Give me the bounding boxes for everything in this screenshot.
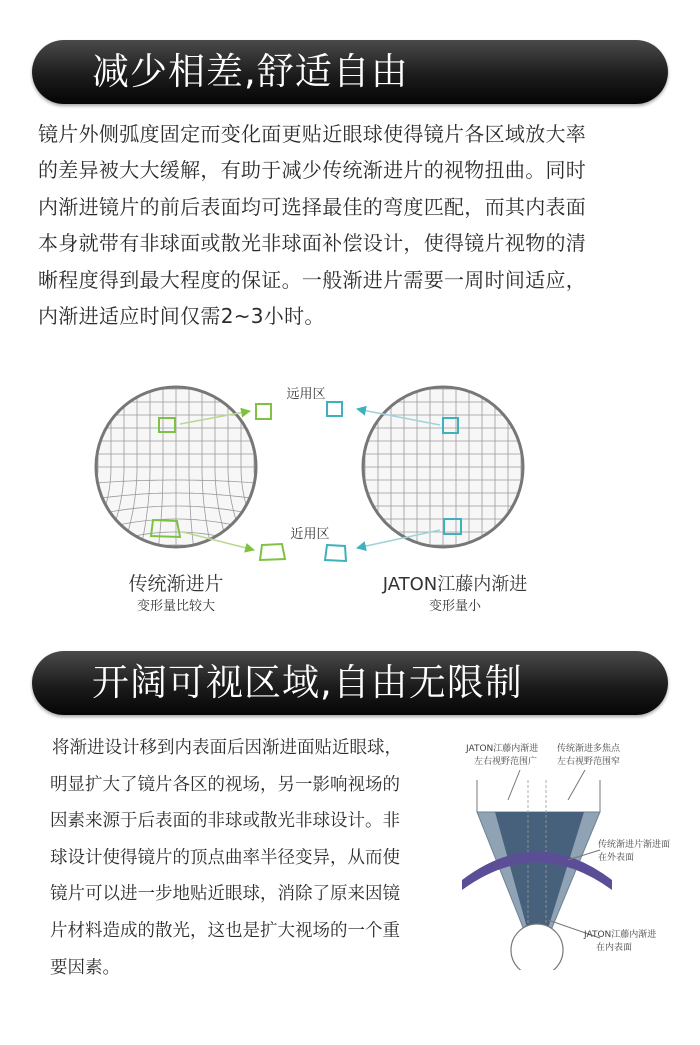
paragraph-line: 镜片可以进一步地贴近眼球，消除了原来因镜 [50, 884, 400, 905]
paragraph-line: 内渐进适应时间仅需2~3小时。 [38, 304, 325, 329]
paragraph-line: 将渐进设计移到内表面后因渐进面贴近眼球， [52, 738, 402, 758]
field-paragraph [50, 730, 450, 986]
section-banner-comfort [32, 40, 668, 104]
section-banner-field [32, 651, 668, 715]
eyeball [511, 924, 563, 970]
far-zone-label: 远用区 [286, 387, 326, 402]
jaton-lens-title: JATON江藤内渐进 [382, 574, 528, 595]
comfort-paragraph [38, 116, 668, 334]
paragraph-line: 晰程度得到最大程度的保证。一般渐进片需要一周时间适应， [38, 267, 587, 292]
jaton-field-label-line2: 左右视野范围广 [474, 757, 538, 767]
paragraph-line: 要因素。 [50, 957, 120, 978]
section-title-comfort: 减少相差,舒适自由 [92, 50, 409, 93]
paragraph-line: 片材料造成的散光，这也是扩大视场的一个重 [50, 920, 400, 941]
paragraph-line: 明显扩大了镜片各区的视场，另一影响视场的 [50, 774, 400, 795]
jaton-surface-label-line1: JATON江藤内渐进 [584, 930, 657, 940]
field-of-view-diagram [455, 735, 680, 970]
grid-line [68, 383, 98, 551]
paragraph-line: 的差异被大大缓解，有助于减少传统渐进片的视物扭曲。同时 [38, 158, 587, 183]
trad-surface-label-line1: 传统渐进片渐进面 [598, 840, 671, 850]
trad-field-label-line1: 传统渐进多焦点 [557, 744, 621, 754]
traditional-lens-title: 传统渐进片 [128, 573, 224, 595]
traditional-lens-subtitle: 变形量比较大 [136, 599, 216, 614]
jaton-lens-subtitle: 变形量小 [428, 599, 482, 614]
paragraph-line: 镜片外侧弧度固定而变化面更贴近眼球使得镜片各区域放大率 [38, 122, 587, 146]
trad-surface-label-line2: 在外表面 [598, 853, 635, 863]
paragraph-line: 因素来源于后表面的非球或散光非球设计。非 [50, 811, 400, 832]
paragraph-line: 内渐进镜片的前后表面均可选择最佳的弯度匹配，而其内表面 [38, 194, 587, 219]
trad-field-label-line2: 左右视野范围窄 [557, 757, 621, 767]
grid-line [254, 383, 284, 551]
paragraph-line: 本身就带有非球面或散光非球面补偿设计，使得镜片视物的清 [38, 231, 587, 256]
near-zone-label: 近用区 [290, 527, 330, 542]
section-title-field: 开阔可视区域,自由无限制 [92, 661, 523, 704]
jaton-surface-label-line2: 在内表面 [596, 943, 633, 953]
paragraph-line: 球设计使得镜片的顶点曲率半径变异，从而使 [50, 847, 400, 868]
jaton-field-label-line1: JATON江藤内渐进 [466, 744, 539, 754]
distortion-comparison-diagram [0, 370, 700, 630]
